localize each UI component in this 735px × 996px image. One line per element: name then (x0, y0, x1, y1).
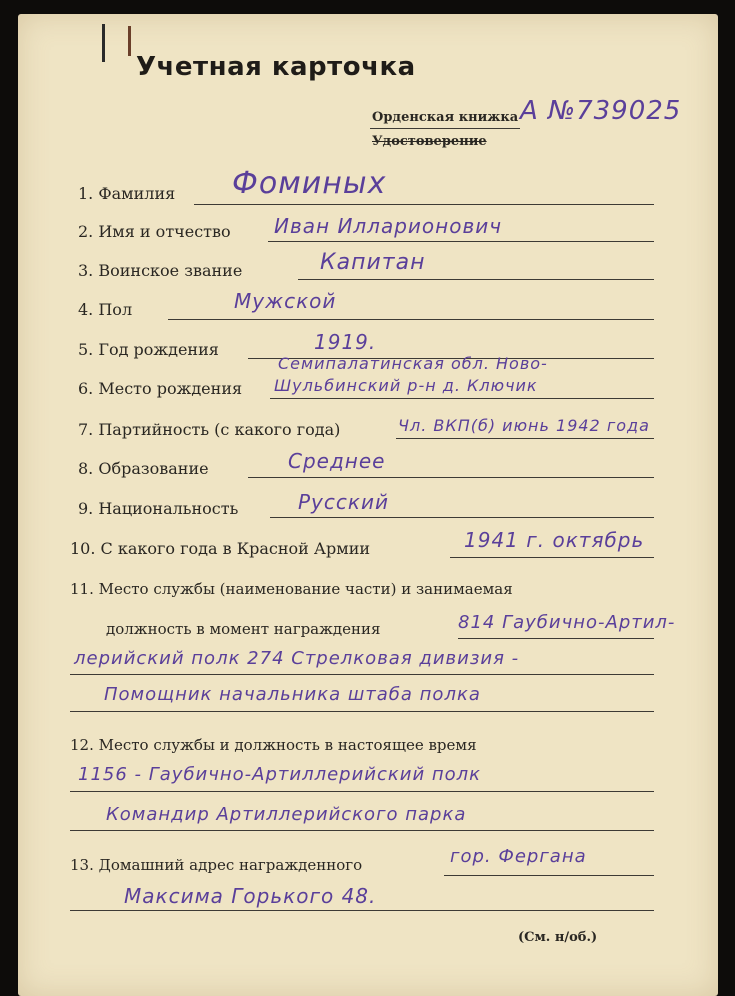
field-rank-label: 3. Воинское звание (78, 261, 243, 280)
record-card (18, 14, 718, 996)
field-birthyear-value: 1919. (314, 330, 377, 354)
doc-number: А №739025 (520, 96, 682, 126)
field-current-service-value-1: 1156 - Гаубично-Артиллерийский полк (78, 764, 482, 785)
field-line (270, 517, 654, 518)
field-line (268, 241, 654, 242)
field-birthplace-label: 6. Место рождения (78, 379, 243, 398)
field-name-value: Иван Илларионович (274, 214, 503, 238)
field-education-label: 8. Образование (78, 459, 209, 478)
field-service-label-1: 11. Место службы (наименование части) и занимаемая (70, 580, 513, 598)
field-birthplace-value-1: Семипалатинская обл. Ново- (278, 354, 548, 373)
field-service-value-2: лерийский полк 274 Стрелковая дивизия - (74, 648, 520, 669)
field-line (194, 204, 654, 205)
field-birthplace-value-2: Шульбинский р-н д. Ключик (274, 376, 538, 395)
field-line (396, 438, 654, 439)
field-nationality-value: Русский (298, 490, 389, 514)
field-address-value-2: Максима Горького 48. (124, 884, 377, 908)
field-line (168, 319, 654, 320)
doc-type-certificate: Удостоверение (372, 134, 487, 149)
field-line (70, 711, 654, 712)
field-current-service-label: 12. Место службы и должность в настоящее время (70, 736, 477, 754)
card-title: Учетная карточка (136, 52, 416, 82)
field-service-value-3: Помощник начальника штаба полка (104, 684, 481, 705)
field-line (450, 557, 654, 558)
field-line (458, 638, 654, 639)
field-sex-value: Мужской (234, 289, 337, 313)
field-nationality-label: 9. Национальность (78, 499, 239, 518)
doc-type-order-book: Орденская книжка (372, 110, 519, 125)
field-line (298, 279, 654, 280)
field-service-value-1: 814 Гаубично-Артил- (458, 612, 676, 633)
field-party-value: Чл. ВКП(б) июнь 1942 года (398, 416, 650, 435)
tape-mark (128, 26, 131, 56)
field-line (248, 477, 654, 478)
underline (370, 128, 520, 129)
footer-note: (См. н/об.) (518, 930, 598, 945)
field-current-service-value-2: Командир Артиллерийского парка (106, 804, 467, 825)
field-rank-value: Капитан (320, 250, 426, 275)
field-line (270, 398, 654, 399)
field-line (70, 910, 654, 911)
field-line (444, 875, 654, 876)
field-line (70, 830, 654, 831)
field-line (70, 791, 654, 792)
field-line (70, 674, 654, 675)
field-army-year-value: 1941 г. октябрь (464, 528, 645, 552)
tape-mark (102, 24, 105, 62)
field-surname-value: Фоминых (232, 166, 387, 201)
field-name-label: 2. Имя и отчество (78, 222, 231, 241)
field-party-label: 7. Партийность (с какого года) (78, 420, 341, 439)
field-address-value-1: гор. Фергана (450, 846, 587, 867)
field-address-label: 13. Домашний адрес награжденного (70, 856, 363, 874)
field-sex-label: 4. Пол (78, 300, 133, 319)
field-surname-label: 1. Фамилия (78, 184, 176, 203)
field-service-label-2: должность в момент награждения (106, 620, 381, 638)
field-birthyear-label: 5. Год рождения (78, 340, 219, 359)
field-education-value: Среднее (288, 449, 386, 473)
field-army-year-label: 10. С какого года в Красной Армии (70, 539, 371, 558)
